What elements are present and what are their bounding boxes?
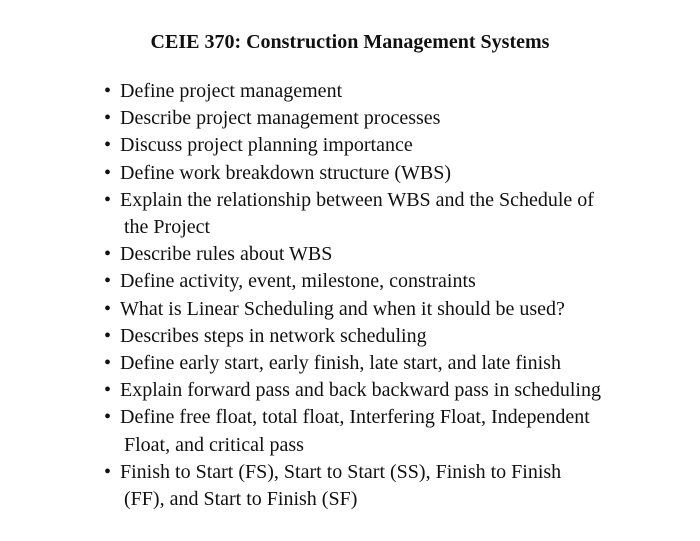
list-item-continuation: Float, and critical pass xyxy=(124,433,304,456)
list-item-text: Finish to Start (FS), Start to Start (SS), Finish to Finish xyxy=(120,460,562,483)
list-item-text: Define work breakdown structure (WBS) xyxy=(120,161,452,184)
list-item xyxy=(100,377,660,404)
bullet-icon: • xyxy=(104,379,112,402)
objectives-list xyxy=(100,78,660,513)
bullet-icon: • xyxy=(104,134,112,157)
bullet-icon: • xyxy=(104,243,112,266)
bullet-icon: • xyxy=(104,406,112,429)
bullet-icon: • xyxy=(104,188,112,211)
list-item-text: Define free float, total float, Interfering Float, Independent xyxy=(120,406,590,429)
bullet-icon: • xyxy=(104,161,112,184)
list-item-text: Describe project management processes xyxy=(120,107,441,130)
bullet-icon: • xyxy=(104,460,112,483)
list-item xyxy=(100,459,660,513)
list-item-text: Define project management xyxy=(120,80,343,102)
list-item xyxy=(100,187,660,241)
list-item xyxy=(100,78,660,105)
list-item-continuation: the Project xyxy=(124,216,211,239)
bullet-icon: • xyxy=(104,107,112,130)
list-item-text: Explain forward pass and back backward pass in scheduling xyxy=(120,379,601,402)
list-item xyxy=(100,268,660,295)
document-title: CEIE 370: Construction Management Systems xyxy=(150,31,550,53)
list-item xyxy=(100,323,660,350)
bullet-icon: • xyxy=(104,297,112,320)
list-item-continuation: (FF), and Start to Finish (SF) xyxy=(124,488,358,511)
list-item-text: Define early start, early finish, late start, and late finish xyxy=(120,352,561,375)
list-item xyxy=(100,404,660,458)
list-item xyxy=(100,160,660,187)
list-item-text: Discuss project planning importance xyxy=(120,134,413,157)
bullet-icon: • xyxy=(104,270,112,293)
list-item-text: What is Linear Scheduling and when it should be used? xyxy=(120,297,565,320)
list-item xyxy=(100,350,660,377)
list-item-text: Describes steps in network scheduling xyxy=(120,324,427,347)
bullet-icon: • xyxy=(104,352,112,375)
list-item-text: Define activity, event, milestone, constraints xyxy=(120,270,476,293)
list-item xyxy=(100,105,660,132)
list-item xyxy=(100,132,660,159)
list-item xyxy=(100,296,660,323)
list-item xyxy=(100,241,660,268)
list-item-text: Describe rules about WBS xyxy=(120,243,333,266)
list-item-text: Explain the relationship between WBS and the Schedule of xyxy=(120,188,594,211)
bullet-icon: • xyxy=(104,324,112,347)
bullet-icon: • xyxy=(104,80,112,102)
